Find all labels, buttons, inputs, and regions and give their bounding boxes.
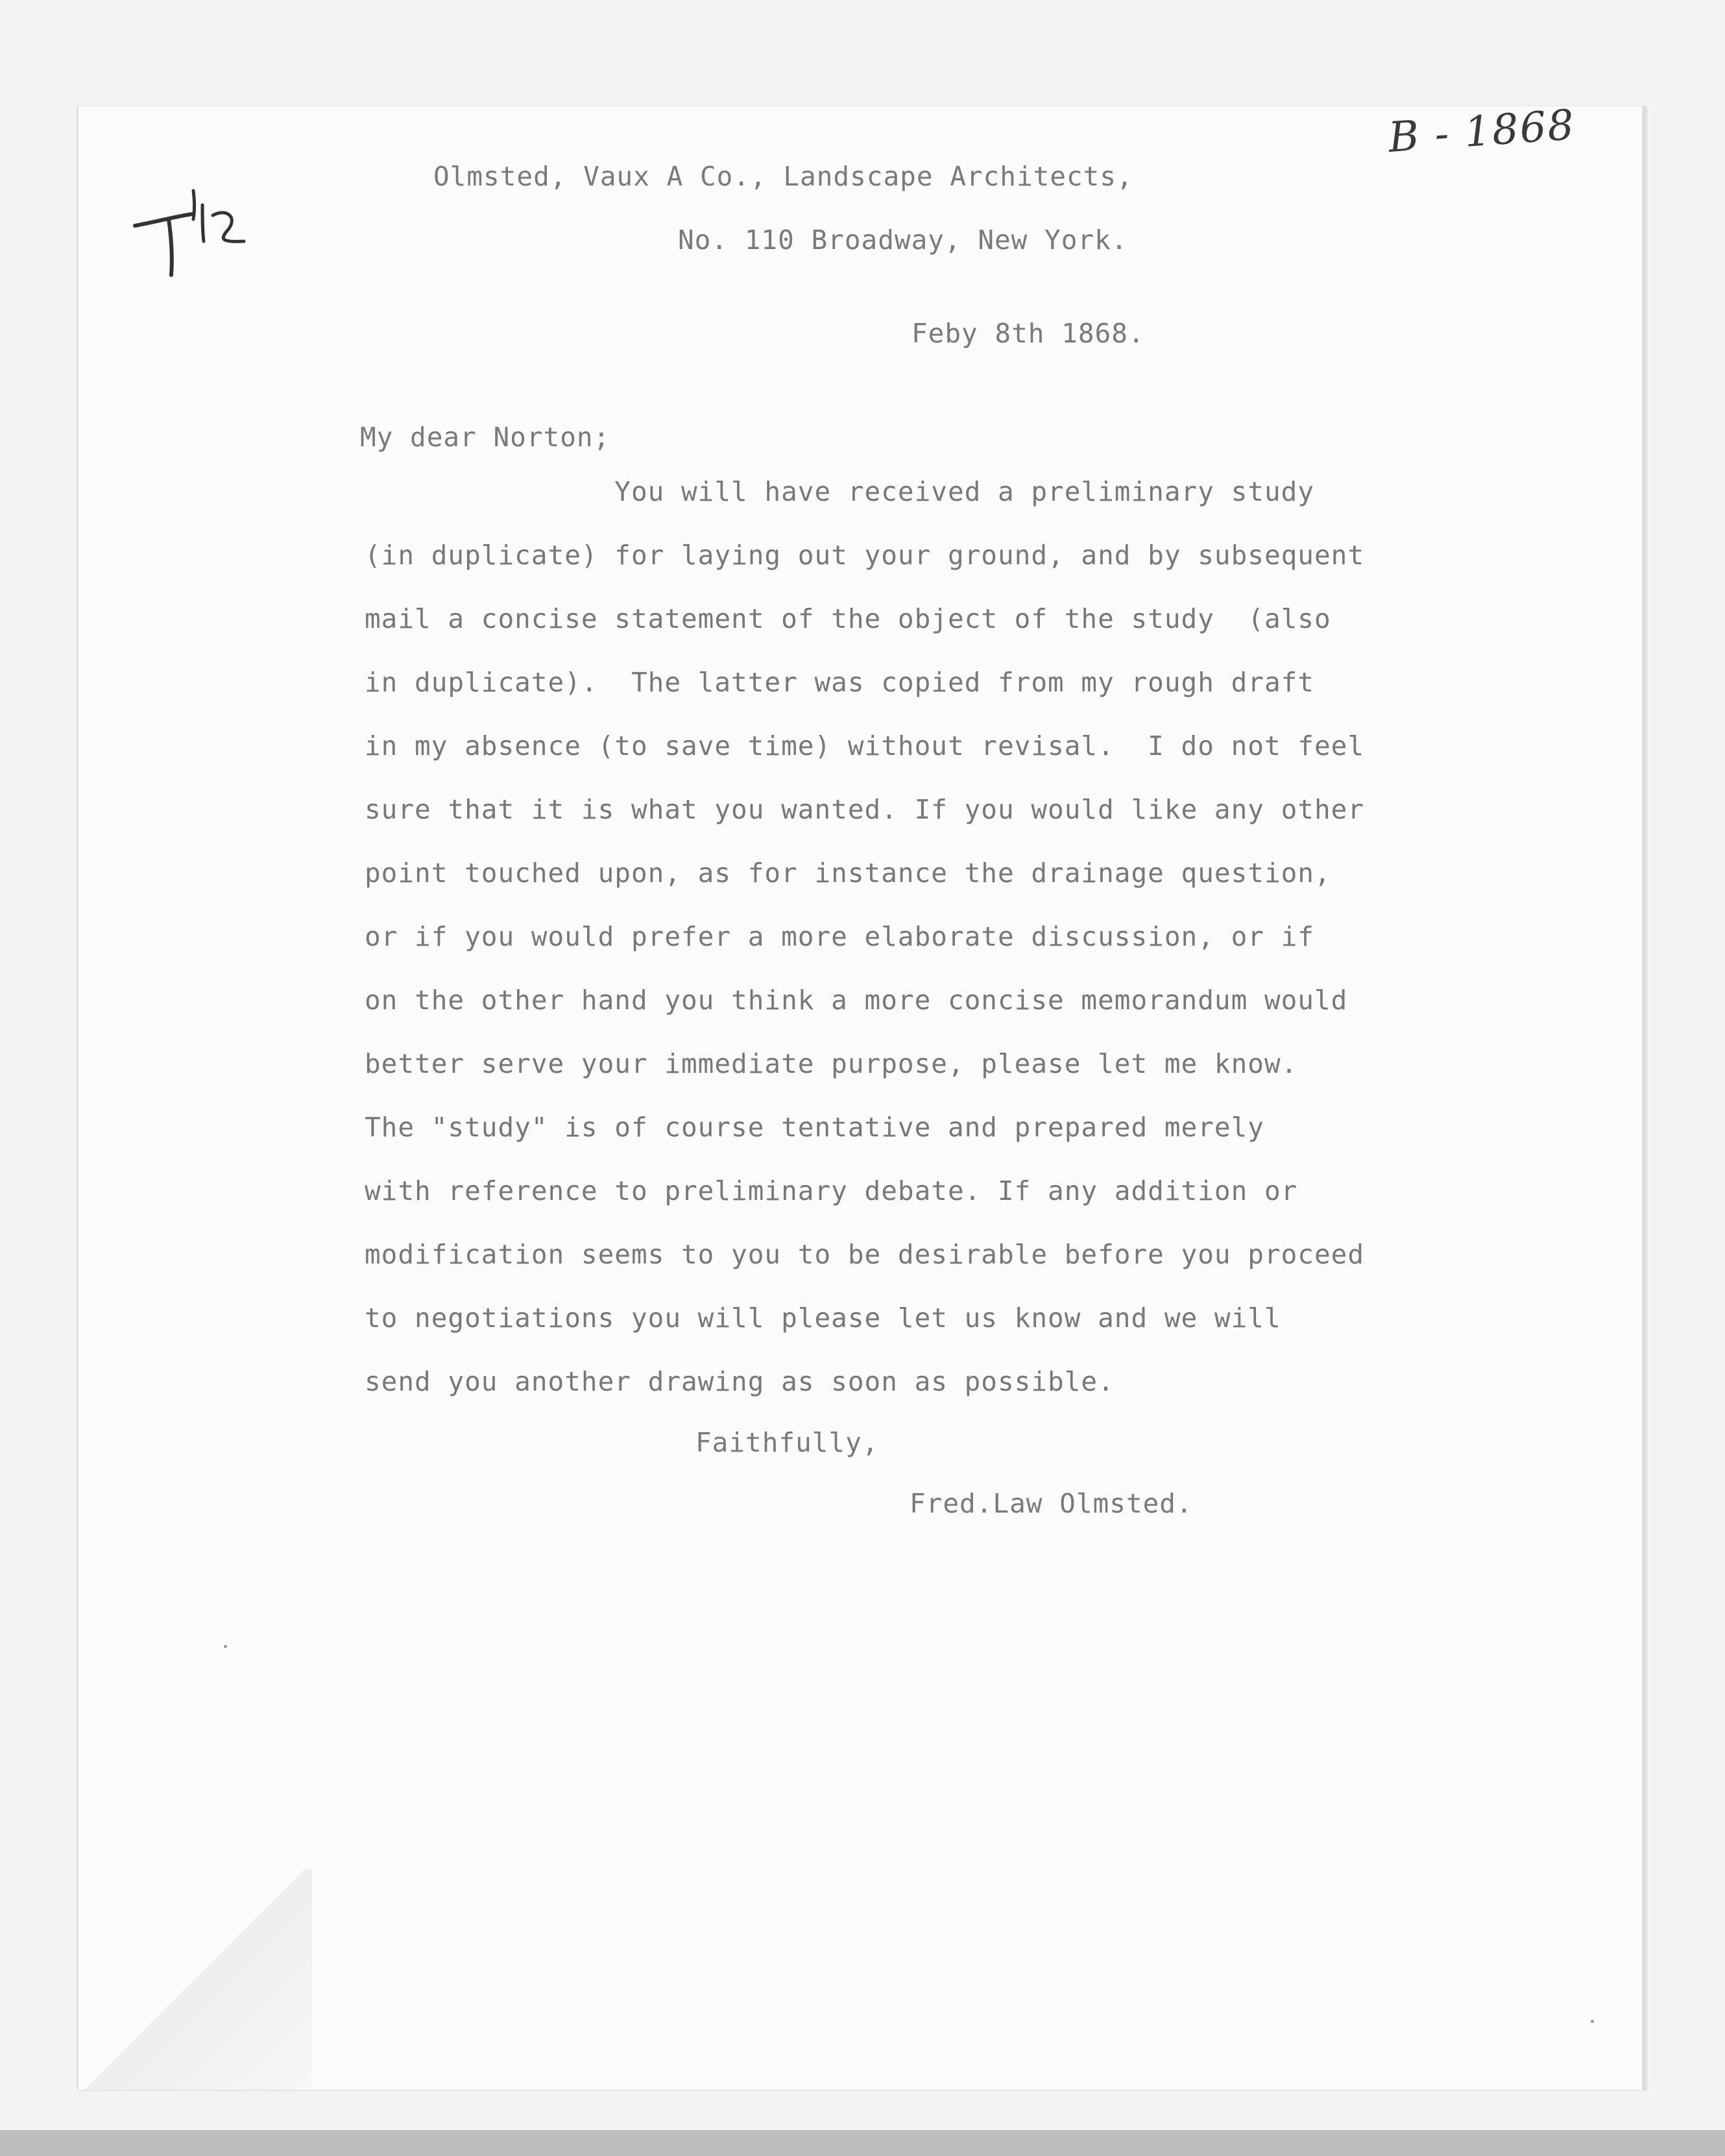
body-line: with reference to preliminary debate. If any addition or [365, 1175, 1298, 1206]
body-line: (in duplicate) for laying out your ground, and by subsequent [365, 540, 1365, 571]
body-line: in my absence (to save time) without revisal. I do not feel [365, 730, 1365, 761]
signature: Fred.Law Olmsted. [910, 1488, 1193, 1519]
body-line: send you another drawing as soon as possible. [365, 1366, 1115, 1397]
body-line: mail a concise statement of the object of the study (also [365, 603, 1331, 634]
folded-corner [78, 1869, 312, 2090]
salutation: My dear Norton; [360, 422, 610, 453]
letter-body [365, 472, 1364, 1426]
letterhead-line-1: Olmsted, Vaux A Co., Landscape Architects, [433, 161, 1133, 192]
body-line: sure that it is what you wanted. If you would like any other [365, 794, 1365, 825]
body-line: The "study" is of course tentative and prepared merely [365, 1112, 1264, 1143]
scan-speck [1591, 2020, 1594, 2023]
handwritten-archive-number: B - 1868 [1386, 101, 1577, 162]
closing: Faithfully, [695, 1427, 879, 1458]
scan-speck [224, 1645, 227, 1648]
body-line: better serve your immediate purpose, please let me know. [365, 1048, 1298, 1079]
letterhead-line-2: No. 110 Broadway, New York. [678, 224, 1128, 256]
body-line: You will have received a preliminary study [365, 476, 1314, 507]
body-line: or if you would prefer a more elaborate discussion, or if [365, 921, 1314, 952]
body-line: modification seems to you to be desirable before you proceed [365, 1239, 1365, 1270]
body-line: in duplicate). The latter was copied from my rough draft [365, 667, 1314, 698]
scanner-bed-edge [0, 2130, 1725, 2156]
handwritten-mark-top-left [130, 186, 253, 283]
body-line: to negotiations you will please let us know and we will [365, 1302, 1281, 1334]
body-line: on the other hand you think a more concise memorandum would [365, 985, 1348, 1016]
letter-date: Feby 8th 1868. [911, 318, 1145, 349]
body-line: point touched upon, as for instance the drainage question, [365, 857, 1331, 889]
